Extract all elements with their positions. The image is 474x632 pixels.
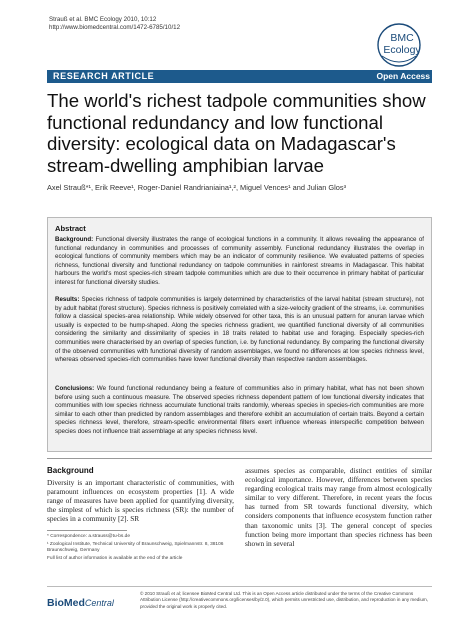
abstract-results bbox=[55, 296, 424, 365]
abstract-results-label: Results: bbox=[55, 296, 80, 303]
abstract-heading: Abstract bbox=[55, 224, 86, 233]
open-access-label: Open Access bbox=[376, 71, 430, 81]
author-list: Axel Strauß*¹, Erik Reeve¹, Roger-Daniel Randrianiaina¹,², Miguel Vences¹ and Julian Glos³ bbox=[47, 183, 347, 192]
footnote-correspondence: * Correspondence: a.strauss@tu-bs.de bbox=[47, 534, 130, 539]
biomed-central-logo-suffix: Central bbox=[84, 598, 114, 608]
article-title: The world's richest tadpole communities show functional redundancy and low functional diversity: ecological data on Madagascar's stream-dwelling amphibian larvae bbox=[47, 90, 426, 176]
footnote-affiliation: ¹ Zoological Institute, Technical University of Braunschweig, Spielmannstr. 8, 38106 Braunschweig, Germany bbox=[47, 542, 224, 553]
abstract-results-text: Species richness of tadpole communities is largely determined by characteristics of the larval habitat (stream structure), not by adult habitat (forest structure). Species richness is positively correlated with a size-velocity gradient of the streams, i.e. communities follow a classical species-area relationship. While widely observed for other taxa, this is an unusual pattern for anuran larvae which usually is expected to be hump-shaped. Along the species richness gradient, we quantified functional diversity of all communities considering the similarity and dissimilarity of species in 18 traits related to habitat use and foraging. Especially species-rich communities were characterised by an overlap of species function, i.e. by functional redundancy. By comparing the functional diversity of the observed communities with functional diversity of random assemblages, we found no differences at low species richness level, whereas observed species-rich communities have lower functional diversity than respective random assemblages. bbox=[55, 296, 424, 364]
abstract-background-text: Functional diversity illustrates the range of ecological functions in a community. It allows revealing the appearance of functional redundancy in communities and processes of community assembly. Functional redundancy illustrates the overlap in ecological functions of community members which may be an indicator of community resilience. We evaluated patterns of species richness, functional diversity and functional redundancy on tadpole communities in rainforest streams in Madagascar. This habitat harbours the world's most species-rich stream tadpole communities which are due to their occurrence in primary habitat of particular interest for functional diversity studies. bbox=[55, 236, 424, 286]
article-type-label: RESEARCH ARTICLE bbox=[53, 71, 155, 81]
abstract-conclusions bbox=[55, 385, 424, 437]
abstract-conclusions-label: Conclusions: bbox=[55, 385, 95, 392]
journal-logo-line-2: Ecology bbox=[383, 44, 421, 56]
journal-logo-text bbox=[376, 32, 428, 56]
citation-header bbox=[49, 16, 180, 32]
background-heading: Background bbox=[47, 466, 94, 475]
license-text: © 2010 Strauß et al; licensee BioMed Central Ltd. This is an Open Access article distributed under the terms of the Creative Commons Attribution License (http://creativecommons.org/licenses/by/2.0), which permits unrestricted use, distribution, and reproduction in any medium, provided the original work is properly cited. bbox=[140, 591, 429, 609]
footnote-author-info: Full list of author information is available at the end of the article bbox=[47, 556, 183, 561]
background-column-right: assumes species as comparable, distinct entities of similar ecological importance. However, differences between species regarding ecological traits may range from almost ecologically similar to very different. Therefore, in recent years the focus has turned from SR towards functional diversity, which considers components that influence ecosystem function rather than taxonomic units [3]. The general concept of species function being more important than species richness has been shown in several bbox=[245, 466, 432, 548]
citation-line-1: Strauß et al. BMC Ecology 2010, 10:12 bbox=[49, 16, 157, 23]
abstract-background bbox=[55, 236, 424, 288]
footnote-rule bbox=[47, 530, 127, 531]
section-divider bbox=[47, 458, 432, 459]
biomed-central-logo-main: BioMed bbox=[47, 597, 85, 609]
biomed-central-logo bbox=[47, 597, 114, 609]
journal-logo-line-1: BMC bbox=[390, 32, 414, 44]
footer-rule bbox=[47, 586, 432, 587]
background-column-left: Diversity is an important characteristic of communities, with paramount influences on ecosystem properties [1]. A wide range of measures have been applied for quantifying diversity, the simplest of which is species richness (SR): the number of species in a community [2]. SR bbox=[47, 478, 234, 524]
citation-url[interactable]: http://www.biomedcentral.com/1472-6785/10/12 bbox=[49, 24, 181, 31]
abstract-conclusions-text: We found functional redundancy being a feature of communities also in primary habitat, what has not been shown before using such a continuous measure. The observed species richness dependent pattern of low functional diversity indicates that communities with low species richness accumulate functional traits randomly, whereas species in species-rich communities are more similar to each other than predicted by random assemblages and therefore exhibit an accumulation of certain traits. Beyond a certain species richness level, therefore, stream-specific environmental filters exert influence whereas interspecific competition between species does not influence trait assemblage at any species richness level. bbox=[55, 385, 424, 435]
abstract-background-label: Background: bbox=[55, 236, 94, 243]
